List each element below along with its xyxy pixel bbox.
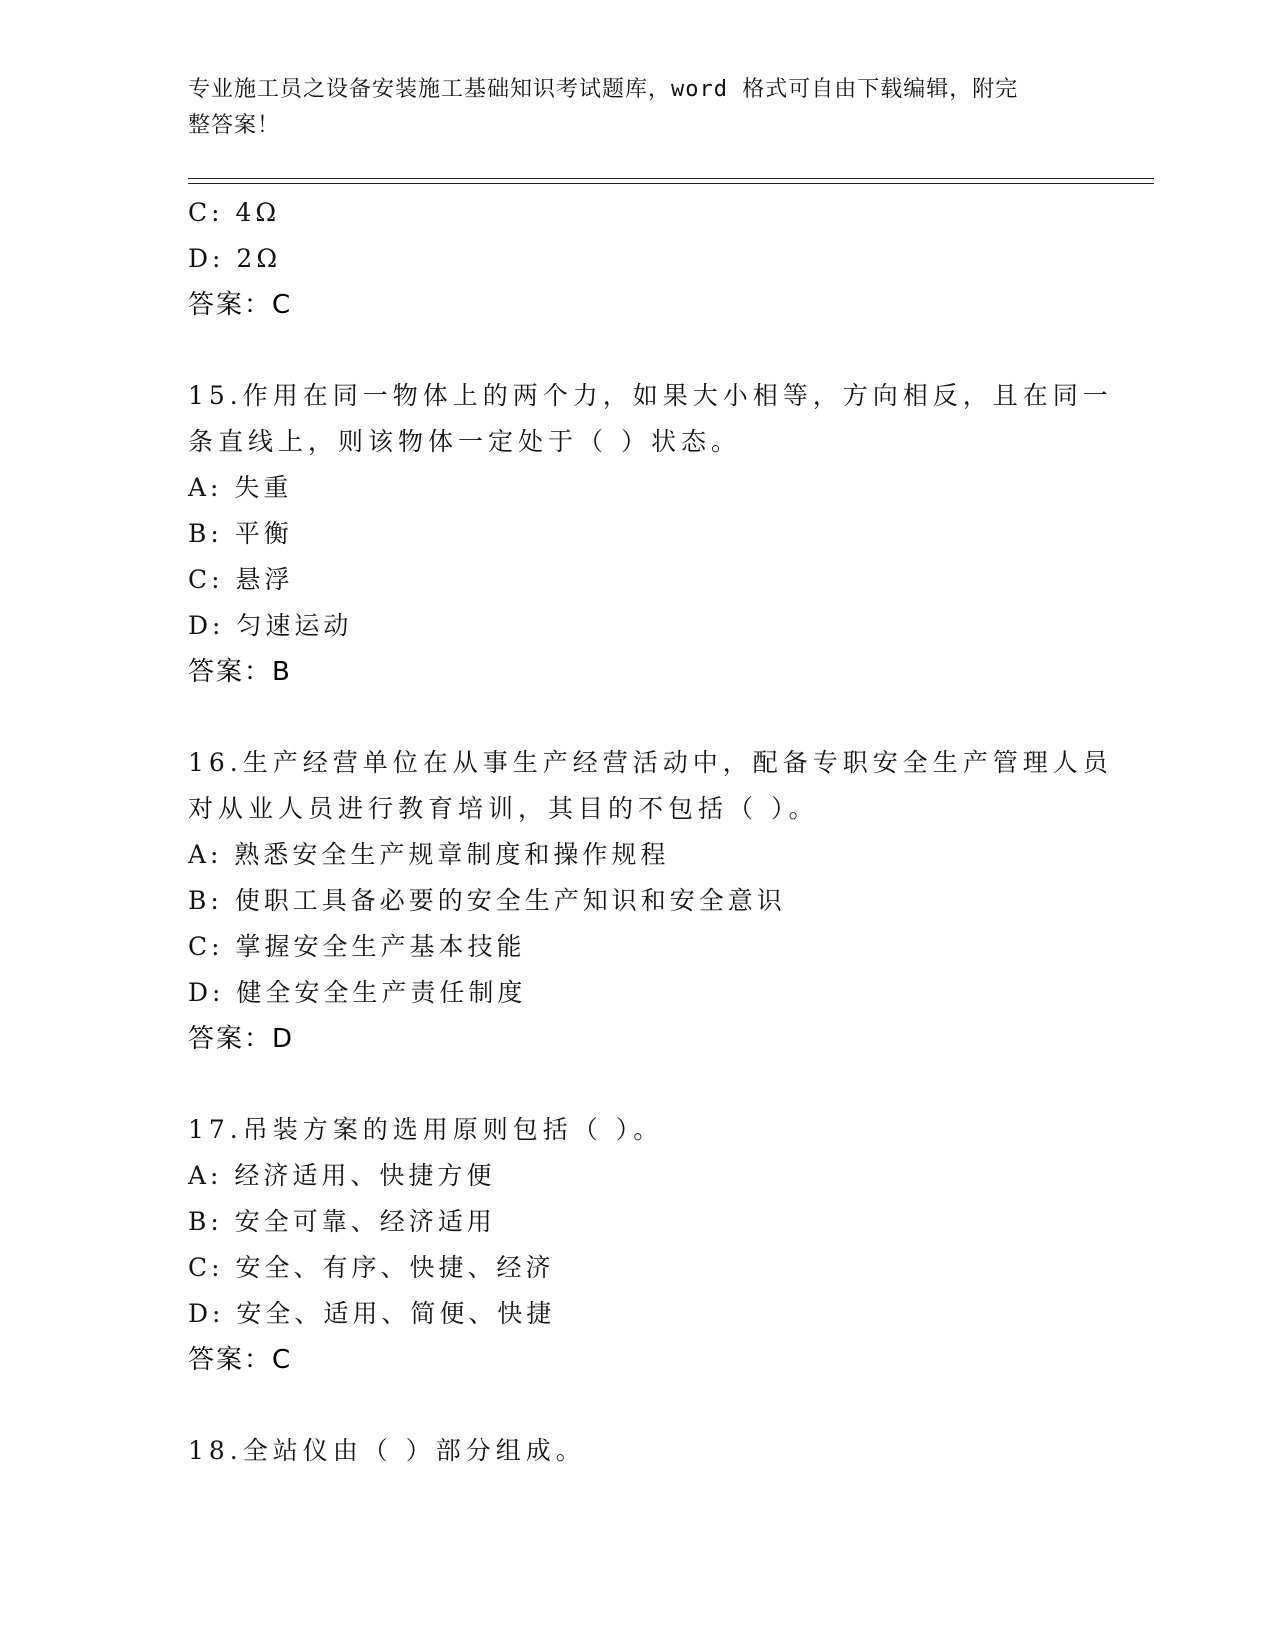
question-stem-line-1: 18.全站仪由（ ）部分组成。 bbox=[188, 1436, 586, 1465]
question-stem-line-1: 16.生产经营单位在从事生产经营活动中，配备专职安全生产管理人员 bbox=[188, 748, 1113, 777]
question-stem-line-1: 17.吊装方案的选用原则包括（ ）。 bbox=[188, 1115, 664, 1144]
question-15 bbox=[188, 373, 1113, 695]
header-divider-bottom bbox=[188, 183, 1154, 184]
option-a: A: 经济适用、快捷方便 bbox=[188, 1161, 496, 1190]
option-b: B: 平衡 bbox=[188, 519, 293, 548]
question-spacer bbox=[188, 1062, 1088, 1107]
option-c: C: 安全、有序、快捷、经济 bbox=[188, 1253, 555, 1282]
option-c: C: 悬浮 bbox=[188, 565, 294, 594]
question-stem-line-1: 15.作用在同一物体上的两个力，如果大小相等，方向相反，且在同一 bbox=[188, 381, 1113, 410]
answer-label: 答案：D bbox=[188, 1024, 295, 1054]
option-c: C: 掌握安全生产基本技能 bbox=[188, 932, 526, 961]
header-divider-top bbox=[188, 178, 1154, 179]
question-stem-line-2: 对从业人员进行教育培训，其目的不包括（ ）。 bbox=[188, 794, 819, 823]
page-header bbox=[188, 72, 1068, 144]
option-d: D: 匀速运动 bbox=[188, 611, 353, 640]
option-c: C: 4Ω bbox=[188, 198, 281, 227]
option-a: A: 失重 bbox=[188, 473, 293, 502]
question-spacer bbox=[188, 1383, 1088, 1428]
answer-label: 答案：B bbox=[188, 657, 292, 687]
question-spacer bbox=[188, 695, 1088, 740]
question-16 bbox=[188, 740, 1113, 1062]
header-title-line-1: 专业施工员之设备安装施工基础知识考试题库，word 格式可自由下载编辑，附完 bbox=[188, 77, 1019, 102]
question-17 bbox=[188, 1107, 1088, 1383]
question-stem-line-2: 条直线上，则该物体一定处于（ ）状态。 bbox=[188, 427, 741, 456]
option-b: B: 安全可靠、经济适用 bbox=[188, 1207, 496, 1236]
question-18 bbox=[188, 1428, 1088, 1474]
option-d: D: 2Ω bbox=[188, 244, 282, 273]
option-d: D: 安全、适用、简便、快捷 bbox=[188, 1299, 556, 1328]
option-b: B: 使职工具备必要的安全生产知识和安全意识 bbox=[188, 886, 786, 915]
header-title-line-2: 整答案！ bbox=[188, 113, 281, 138]
answer-label: 答案：C bbox=[188, 1345, 293, 1375]
option-a: A: 熟悉安全生产规章制度和操作规程 bbox=[188, 840, 670, 869]
option-d: D: 健全安全生产责任制度 bbox=[188, 978, 527, 1007]
question-spacer bbox=[188, 328, 1088, 373]
question-14-tail bbox=[188, 190, 1088, 328]
answer-label: 答案：C bbox=[188, 290, 293, 320]
question-list bbox=[188, 190, 1113, 1474]
